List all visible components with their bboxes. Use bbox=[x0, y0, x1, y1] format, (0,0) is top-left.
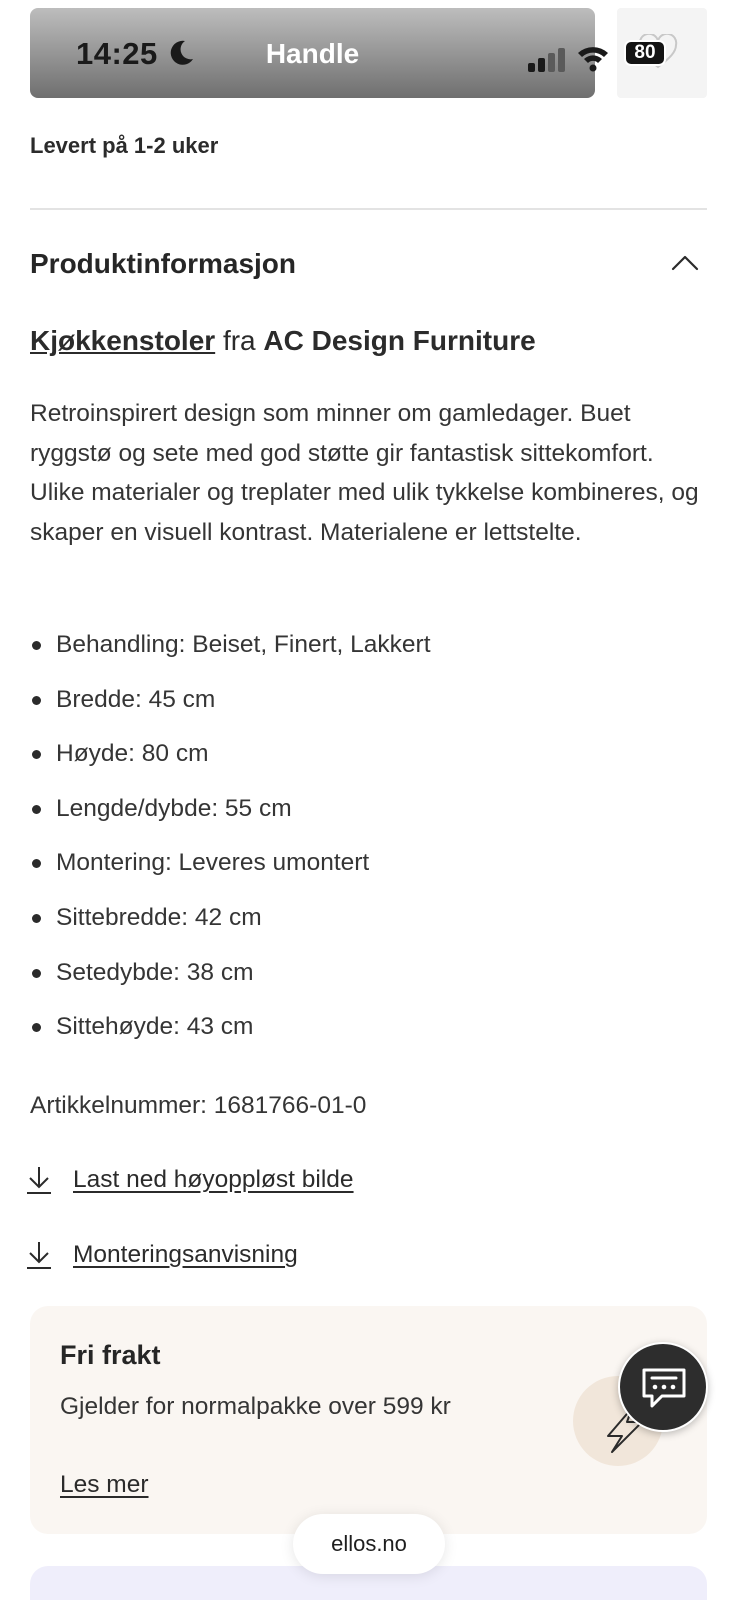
product-description: Retroinspirert design som minner om gamledager. Buet ryggstø og sete med god støtte gir fantastisk sittekomfort. Ulike materialer og treplater med ulik tykkelse kombineres, og skaper en visuell kontrast. Materialene er lettstelte. bbox=[30, 400, 699, 546]
spec-item: Behandling: Beiset, Finert, Lakkert bbox=[30, 630, 710, 685]
battery-indicator: 80 bbox=[624, 40, 666, 66]
product-category-line bbox=[30, 325, 536, 357]
assembly-instructions-link[interactable] bbox=[25, 1238, 298, 1272]
chat-icon bbox=[640, 1366, 688, 1410]
free-shipping-text: Gjelder for normalpakke over 599 kr bbox=[60, 1393, 451, 1420]
divider bbox=[30, 208, 707, 210]
spec-item: Bredde: 45 cm bbox=[30, 685, 710, 740]
status-bar bbox=[30, 8, 595, 98]
spec-item: Setedybde: 38 cm bbox=[30, 958, 710, 1013]
free-shipping-title: Fri frakt bbox=[60, 1340, 161, 1370]
product-info-title[interactable]: Produktinformasjon bbox=[30, 248, 297, 279]
chat-button[interactable] bbox=[618, 1342, 708, 1432]
download-icon bbox=[25, 1240, 53, 1270]
app-title: Handle bbox=[265, 38, 360, 69]
spec-list bbox=[30, 630, 710, 1067]
cellular-signal-icon bbox=[528, 48, 566, 72]
spec-item: Sittebredde: 42 cm bbox=[30, 903, 710, 958]
from-word: fra bbox=[222, 325, 256, 356]
download-icon bbox=[25, 1165, 53, 1195]
browser-url-bar[interactable]: ellos.no bbox=[293, 1514, 445, 1574]
brand-name: AC Design Furniture bbox=[263, 325, 536, 356]
delivery-time: Levert på 1-2 uker bbox=[30, 133, 219, 158]
free-shipping-card bbox=[30, 1306, 707, 1534]
assembly-instructions-label[interactable]: Monteringsanvisning bbox=[73, 1241, 298, 1268]
spec-item: Lengde/dybde: 55 cm bbox=[30, 794, 710, 849]
wifi-icon bbox=[576, 42, 610, 72]
chevron-up-icon[interactable] bbox=[670, 252, 700, 272]
read-more-link[interactable]: Les mer bbox=[60, 1471, 149, 1498]
download-image-link[interactable] bbox=[25, 1163, 354, 1197]
spec-item: Montering: Leveres umontert bbox=[30, 848, 710, 903]
download-image-label[interactable]: Last ned høyoppløst bilde bbox=[73, 1166, 354, 1193]
spec-item: Sittehøyde: 43 cm bbox=[30, 1012, 710, 1067]
article-number: Artikkelnummer: 1681766-01-0 bbox=[30, 1092, 367, 1119]
category-link[interactable]: Kjøkkenstoler bbox=[30, 325, 216, 356]
spec-item: Høyde: 80 cm bbox=[30, 739, 710, 794]
status-time: 14:25 bbox=[76, 36, 158, 71]
